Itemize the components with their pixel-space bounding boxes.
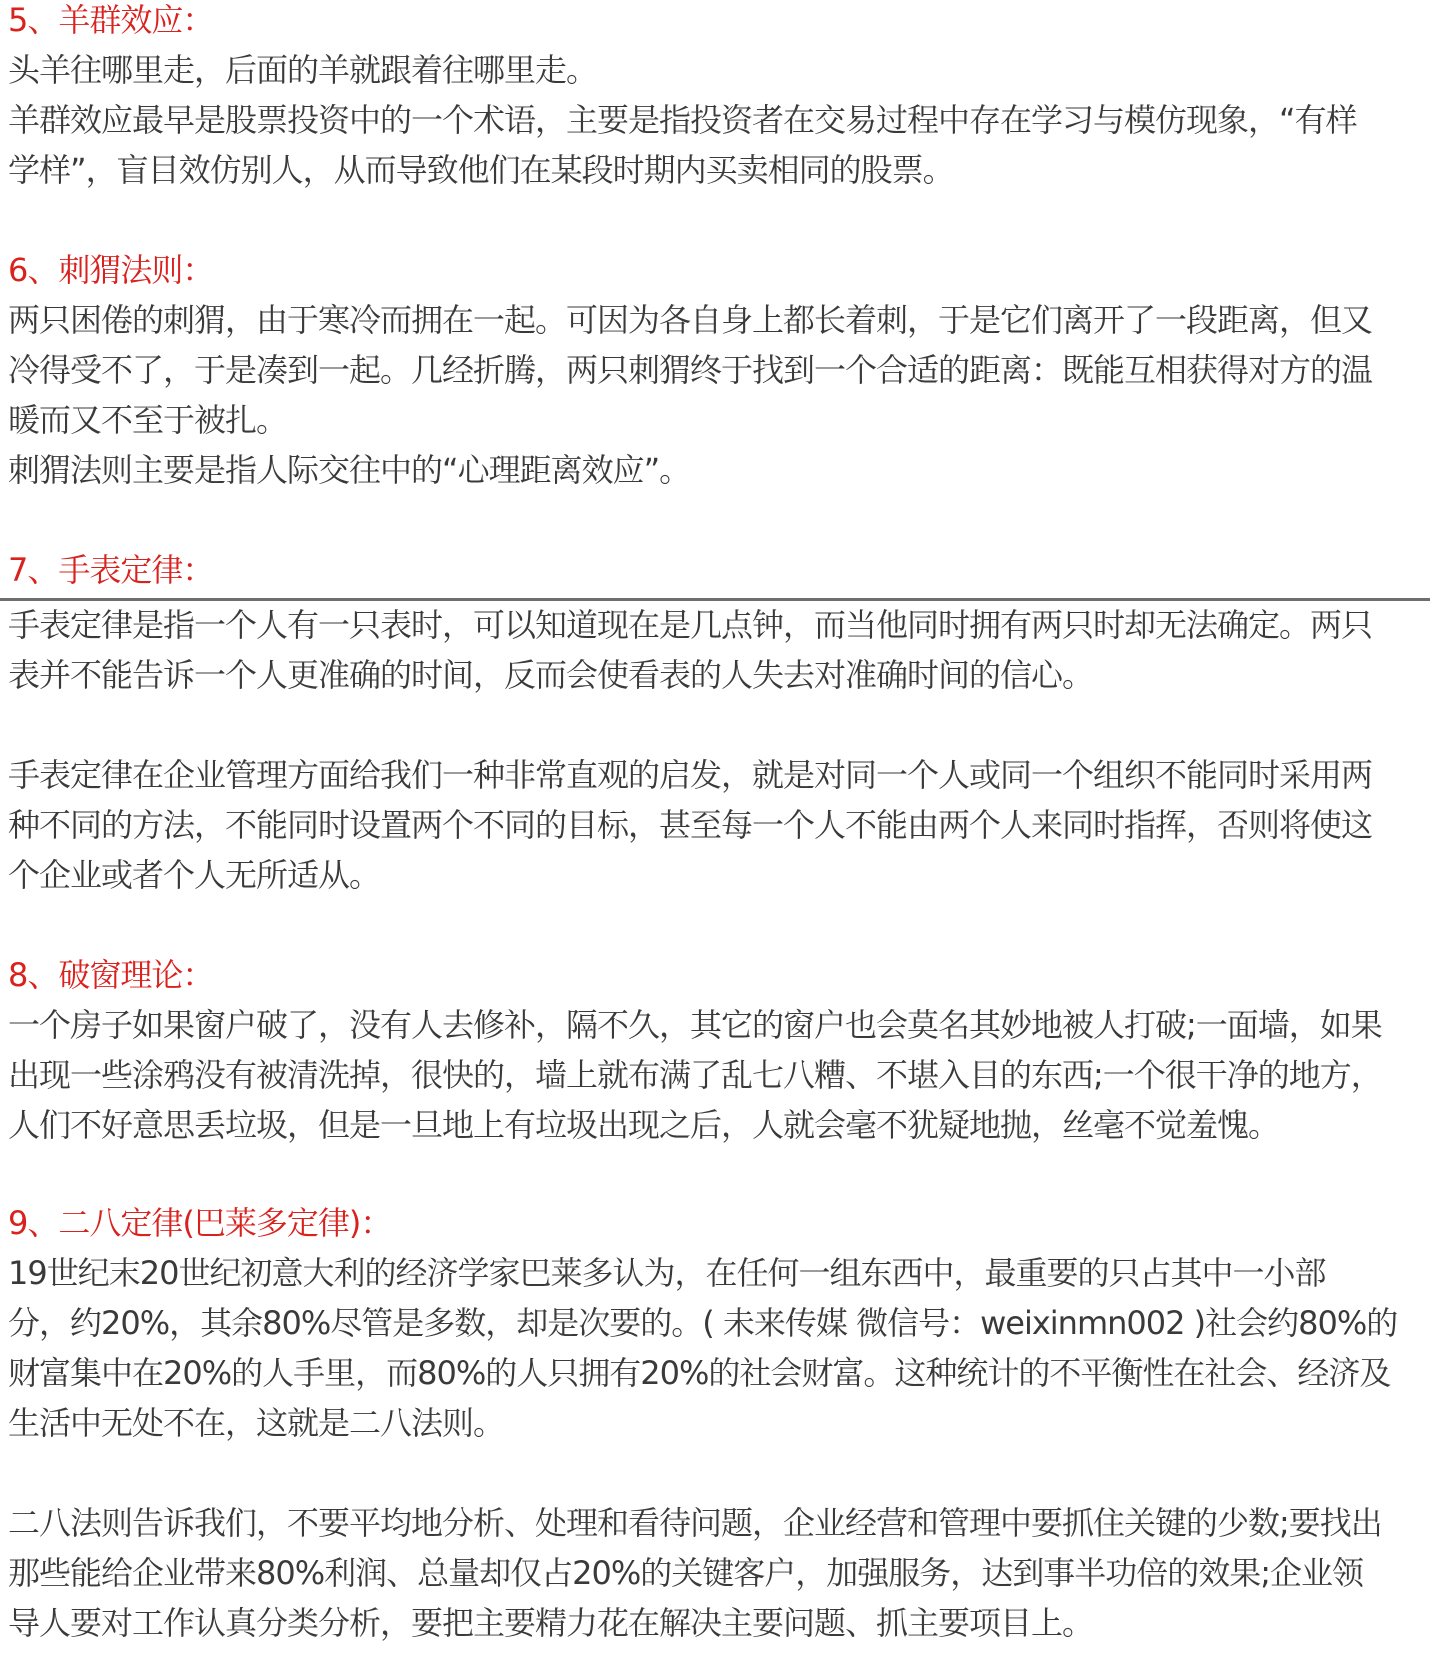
paragraph-line: 手表定律在企业管理方面给我们一种非常直观的启发，就是对同一个人或同一个组织不能同时采用两 (8, 756, 1373, 794)
paragraph-line: 学样”，盲目效仿别人，从而导致他们在某段时期内买卖相同的股票。 (8, 151, 954, 189)
paragraph-line: 出现一些涂鸦没有被清洗掉，很快的，墙上就布满了乱七八糟、不堪入目的东西;一个很干净的地方， (8, 1056, 1382, 1094)
paragraph-line: 手表定律是指一个人有一只表时，可以知道现在是几点钟，而当他同时拥有两只时却无法确定。两只 (8, 606, 1373, 644)
paragraph-line: 19世纪末20世纪初意大利的经济学家巴莱多认为，在任何一组东西中，最重要的只占其中一小部 (8, 1254, 1326, 1292)
paragraph-line: 二八法则告诉我们，不要平均地分析、处理和看待问题，企业经营和管理中要抓住关键的少数;要找出 (8, 1504, 1382, 1542)
paragraph-line: 刺猬法则主要是指人际交往中的“心理距离效应”。 (8, 451, 691, 489)
paragraph-line: 分，约20%，其余80%尽管是多数，却是次要的。( 未来传媒 微信号：weixinmn002 )社会约80%的 (8, 1304, 1398, 1342)
paragraph-line: 种不同的方法，不能同时设置两个不同的目标，甚至每一个人不能由两个人来同时指挥，否则将使这 (8, 806, 1373, 844)
paragraph-line: 导人要对工作认真分类分析，要把主要精力花在解决主要问题、抓主要项目上。 (8, 1604, 1094, 1642)
paragraph-line: 一个房子如果窗户破了，没有人去修补，隔不久，其它的窗户也会莫名其妙地被人打破;一面墙，如果 (8, 1006, 1382, 1044)
paragraph-line: 那些能给企业带来80%利润、总量却仅占20%的关键客户，加强服务，达到事半功倍的效果;企业领 (8, 1554, 1364, 1592)
paragraph-line: 生活中无处不在，这就是二八法则。 (8, 1404, 505, 1442)
section-heading-watch-law: 7、手表定律： (8, 551, 214, 589)
paragraph-line: 个企业或者个人无所适从。 (8, 856, 381, 894)
section-heading-hedgehog-rule: 6、刺猬法则： (8, 251, 214, 289)
section-heading-herd-effect: 5、羊群效应： (8, 1, 214, 39)
paragraph-line: 暖而又不至于被扎。 (8, 401, 288, 439)
paragraph-line: 两只困倦的刺猬，由于寒冷而拥在一起。可因为各自身上都长着刺，于是它们离开了一段距离，但又 (8, 301, 1373, 339)
paragraph-line: 冷得受不了，于是凑到一起。几经折腾，两只刺猬终于找到一个合适的距离：既能互相获得对方的温 (8, 351, 1373, 389)
paragraph-line: 头羊往哪里走，后面的羊就跟着往哪里走。 (8, 51, 598, 89)
paragraph-line: 财富集中在20%的人手里，而80%的人只拥有20%的社会财富。这种统计的不平衡性在社会、经济及 (8, 1354, 1391, 1392)
paragraph-line: 人们不好意思丢垃圾，但是一旦地上有垃圾出现之后，人就会毫不犹疑地抛，丝毫不觉羞愧。 (8, 1106, 1280, 1144)
paragraph-line: 羊群效应最早是股票投资中的一个术语，主要是指投资者在交易过程中存在学习与模仿现象，“有样 (8, 101, 1357, 139)
paragraph-line: 表并不能告诉一个人更准确的时间，反而会使看表的人失去对准确时间的信心。 (8, 656, 1094, 694)
section-heading-pareto-principle: 9、二八定律(巴莱多定律)： (8, 1204, 392, 1242)
section-heading-broken-window-theory: 8、破窗理论： (8, 956, 214, 994)
